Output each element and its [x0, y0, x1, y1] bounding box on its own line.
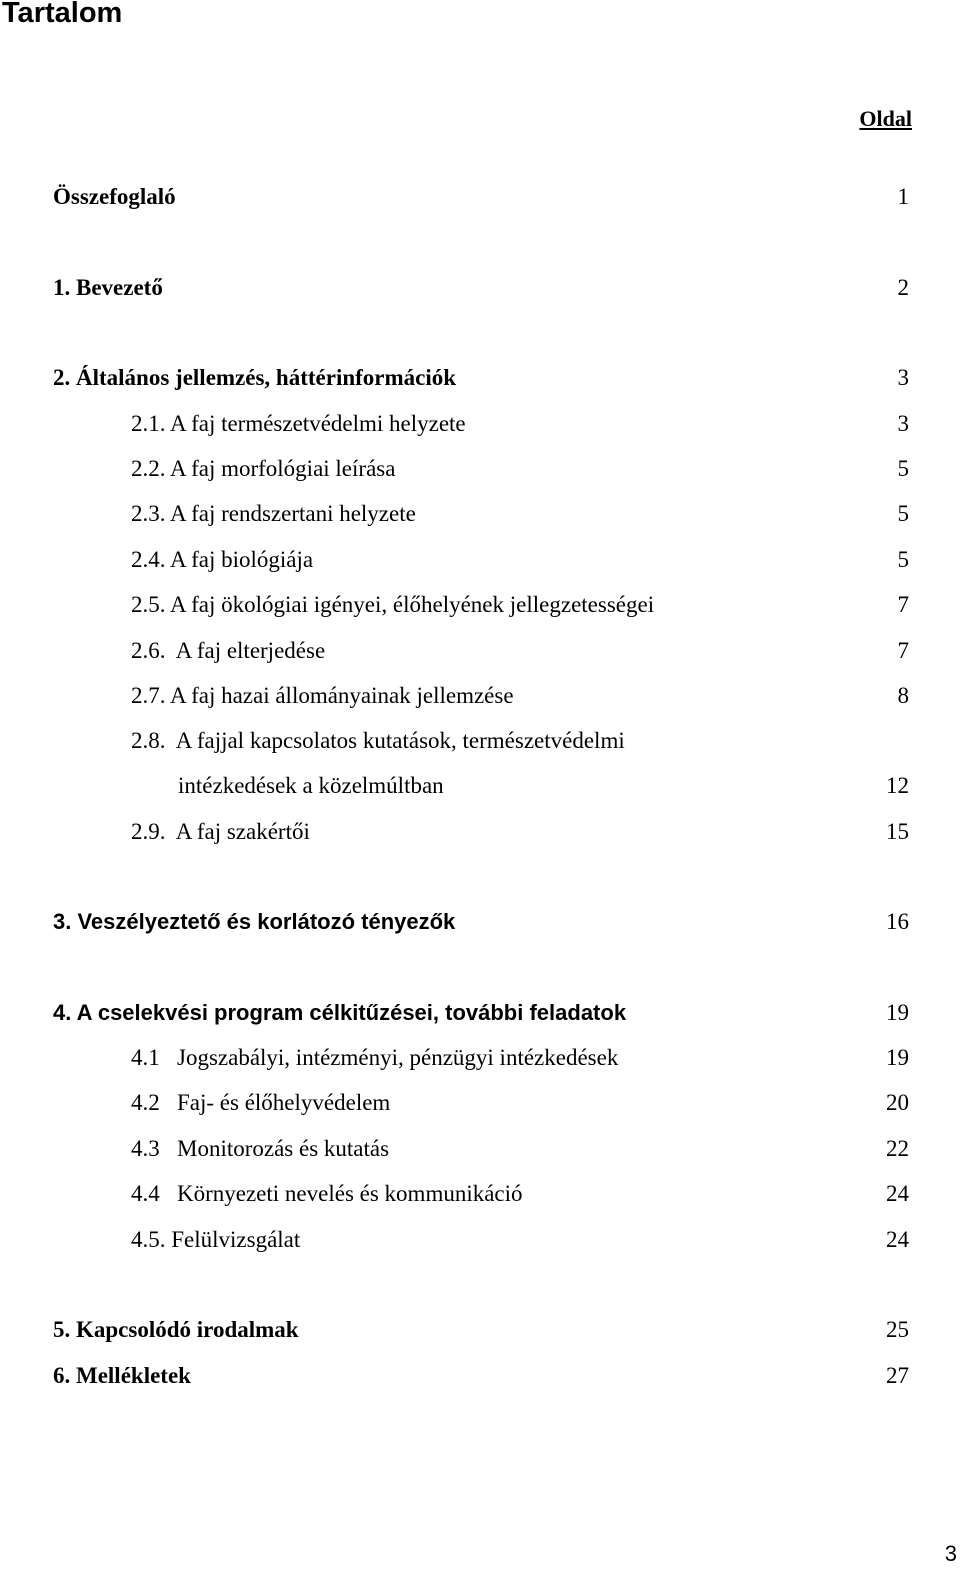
toc-entry-4-3[interactable] [0, 1134, 960, 1164]
toc-entry-page: 5 [897, 456, 909, 481]
toc-entry-references[interactable] [0, 1315, 960, 1345]
toc-entry-appendices[interactable] [0, 1361, 960, 1391]
toc-entry-page: 7 [897, 638, 909, 663]
toc-entry-label: 2.5. A faj ökológiai igényei, élőhelyének jellegzetességei [131, 592, 655, 617]
toc-entry-label: 2.3. A faj rendszertani helyzete [131, 501, 416, 526]
toc-entry-page: 16 [886, 909, 909, 934]
toc-entry-page: 15 [886, 819, 909, 844]
toc-entry-page: 20 [886, 1090, 909, 1115]
toc-entry-2-7[interactable] [0, 681, 960, 711]
toc-entry-label: 3. Veszélyeztető és korlátozó tényezők [53, 909, 456, 934]
toc-entry-page: 12 [886, 773, 909, 798]
toc-entry-page: 7 [897, 592, 909, 617]
toc-entry-page: 5 [897, 547, 909, 572]
page-title: Tartalom [2, 0, 123, 29]
toc-entry-label: 1. Bevezető [53, 275, 163, 300]
toc-entry-page: 3 [897, 411, 909, 436]
toc-entry-page: 25 [886, 1317, 909, 1342]
toc-entry-2-4[interactable] [0, 545, 960, 575]
toc-entry-2-8-continued[interactable] [0, 771, 960, 801]
toc-entry-action-program[interactable] [0, 998, 960, 1028]
footer-page-number: 3 [944, 1541, 957, 1566]
toc-entry-label: 2.8. A fajjal kapcsolatos kutatások, természetvédelmi [131, 728, 625, 753]
toc-entry-label: 2. Általános jellemzés, háttérinformációk [53, 365, 457, 390]
toc-entry-label: 6. Mellékletek [53, 1363, 191, 1388]
toc-entry-4-1[interactable] [0, 1043, 960, 1073]
toc-entry-2-9[interactable] [0, 817, 960, 847]
toc-entry-label: 2.7. A faj hazai állományainak jellemzése [131, 683, 514, 708]
toc-entry-page: 5 [897, 501, 909, 526]
toc-entry-2-3[interactable] [0, 499, 960, 529]
toc-entry-4-5[interactable] [0, 1225, 960, 1255]
toc-entry-page: 22 [886, 1136, 909, 1161]
toc-entry-introduction[interactable] [0, 273, 960, 303]
toc-entry-2-8[interactable] [0, 726, 960, 756]
toc-entry-2-2[interactable] [0, 454, 960, 484]
toc-entry-page: 8 [897, 683, 909, 708]
toc-entry-page: 19 [886, 1000, 909, 1025]
toc-entry-page: 3 [897, 365, 909, 390]
toc-entry-2-6[interactable] [0, 636, 960, 666]
toc-entry-2-1[interactable] [0, 409, 960, 439]
toc-entry-label: 5. Kapcsolódó irodalmak [53, 1317, 299, 1342]
toc-entry-threats[interactable] [0, 907, 960, 937]
toc-entry-label: intézkedések a közelmúltban [178, 773, 444, 798]
toc-entry-label: 4.5. Felülvizsgálat [131, 1227, 301, 1252]
toc-entry-label: 4.1 Jogszabályi, intézményi, pénzügyi intézkedések [131, 1045, 619, 1070]
toc-entry-label: 2.9. A faj szakértői [131, 819, 310, 844]
toc-entry-page: 24 [886, 1227, 909, 1252]
page-column-header: Oldal [859, 106, 912, 131]
toc-entry-page: 1 [897, 184, 909, 209]
toc-entry-label: 4. A cselekvési program célkitűzései, további feladatok [53, 1000, 627, 1025]
toc-entry-4-2[interactable] [0, 1088, 960, 1118]
toc-entry-page: 27 [886, 1363, 909, 1388]
toc-entry-summary[interactable] [0, 182, 960, 212]
toc-entry-label: 2.1. A faj természetvédelmi helyzete [131, 411, 466, 436]
toc-entry-label: 2.6. A faj elterjedése [131, 638, 326, 663]
toc-entry-page: 2 [897, 275, 909, 300]
toc-entry-label: 4.4 Környezeti nevelés és kommunikáció [131, 1181, 523, 1206]
toc-entry-label: 2.2. A faj morfológiai leírása [131, 456, 396, 481]
toc-entry-label: 2.4. A faj biológiája [131, 547, 314, 572]
toc-entry-2-5[interactable] [0, 590, 960, 620]
toc-entry-general[interactable] [0, 363, 960, 393]
toc-entry-label: 4.2 Faj- és élőhelyvédelem [131, 1090, 391, 1115]
toc-entry-4-4[interactable] [0, 1179, 960, 1209]
toc-entry-label: Összefoglaló [53, 184, 176, 209]
toc-entry-label: 4.3 Monitorozás és kutatás [131, 1136, 390, 1161]
toc-entry-page: 19 [886, 1045, 909, 1070]
toc-entry-page: 24 [886, 1181, 909, 1206]
